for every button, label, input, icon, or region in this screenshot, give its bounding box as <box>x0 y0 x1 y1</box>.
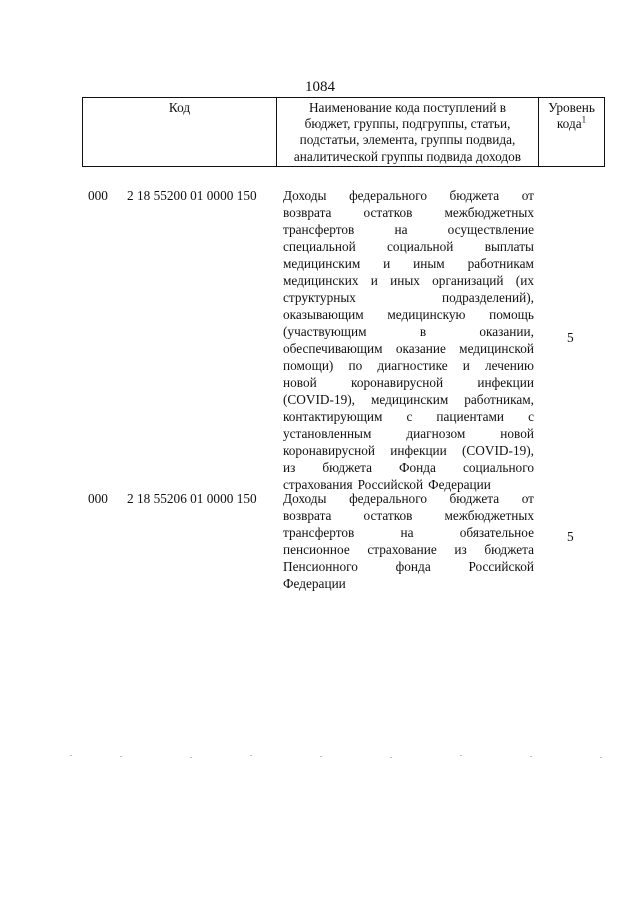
word: новой <box>500 426 534 441</box>
word: Доходы <box>283 188 327 203</box>
word: из <box>454 542 467 557</box>
speck <box>250 755 252 756</box>
word: организаций <box>432 273 504 288</box>
word: возврата <box>283 205 332 220</box>
table-header <box>82 97 605 167</box>
row-code: 2 18 55200 01 0000 150 <box>127 188 257 203</box>
word: медицинскую <box>387 307 466 322</box>
word: страхования <box>283 477 353 492</box>
word: оказании, <box>479 324 534 339</box>
word: работникам <box>467 256 534 271</box>
word: из <box>283 460 296 475</box>
row-name-line <box>283 459 534 476</box>
header-level <box>539 98 605 167</box>
word: от <box>521 188 534 203</box>
word: медицинской <box>459 341 534 356</box>
row-name-line <box>283 255 534 272</box>
header-code: Код <box>83 98 277 167</box>
word: медицинским <box>371 392 449 407</box>
row-prefix: 000 <box>88 491 108 506</box>
word: иных <box>390 273 420 288</box>
word: диагнозом <box>406 426 466 441</box>
row-name-line <box>283 357 534 374</box>
word: и <box>462 358 470 373</box>
word: от <box>521 491 534 506</box>
speck <box>70 755 72 756</box>
word: страхование <box>367 542 437 557</box>
word: инфекции <box>477 375 534 390</box>
row-name-line <box>283 306 534 323</box>
row-name-line <box>283 408 534 425</box>
word: помощи) <box>283 358 334 373</box>
word: (их <box>515 273 534 288</box>
word: оказание <box>395 341 446 356</box>
word: на <box>400 525 414 540</box>
word: межбюджетных <box>444 205 534 220</box>
word: коронавирусной <box>283 443 376 458</box>
row-name-line <box>283 187 534 204</box>
row-name-line <box>283 490 534 507</box>
word: медицинским <box>283 256 361 271</box>
word: установленным <box>283 426 372 441</box>
header-level-word: кода <box>556 116 582 132</box>
word: социального <box>462 460 534 475</box>
row-name-line <box>283 221 534 238</box>
word: Российской <box>357 477 424 492</box>
row-name-line <box>283 323 534 340</box>
row-name-line <box>283 289 534 306</box>
word: межбюджетных <box>444 508 534 523</box>
row-name-line <box>283 204 534 221</box>
word: бюджета <box>322 460 372 475</box>
word: возврата <box>283 508 332 523</box>
word: Федерации <box>428 477 491 492</box>
speck <box>120 756 122 757</box>
row-level: 5 <box>567 529 574 544</box>
word: бюджета <box>484 542 534 557</box>
word: инфекции <box>390 443 447 458</box>
header-name-line: подстатьи, элемента, группы подвида, <box>299 132 516 148</box>
row-level: 5 <box>567 330 574 345</box>
word: трансфертов <box>283 222 355 237</box>
header-name-line: аналитической группы подвида доходов <box>293 148 522 164</box>
row-name-line <box>283 575 534 592</box>
word: фонда <box>395 559 431 574</box>
word: Доходы <box>283 491 327 506</box>
speck <box>460 755 462 756</box>
word: Фонда <box>398 460 436 475</box>
word: пациентами <box>436 409 505 424</box>
word: Пенсионного <box>283 559 358 574</box>
word: (COVID-19), <box>283 392 356 407</box>
word: обеспечивающим <box>283 341 383 356</box>
word: по <box>348 358 363 373</box>
word: трансфертов <box>283 525 355 540</box>
row-name-line <box>283 558 534 575</box>
speck <box>600 757 602 758</box>
word: Федерации <box>283 576 346 591</box>
scan-noise <box>60 755 620 761</box>
word: и <box>383 256 391 271</box>
header-level-line <box>542 116 601 132</box>
word: подразделений), <box>441 290 534 305</box>
row-name-line <box>283 425 534 442</box>
speck <box>530 756 532 757</box>
word: на <box>394 222 408 237</box>
word: с <box>406 409 413 424</box>
word: остатков <box>363 508 413 523</box>
word: бюджета <box>449 491 500 506</box>
word: диагностике <box>377 358 448 373</box>
word: федерального <box>349 491 427 506</box>
word: лечению <box>485 358 534 373</box>
row-prefix: 000 <box>88 188 108 203</box>
row-name-line <box>283 272 534 289</box>
word: коронавирусной <box>351 375 444 390</box>
word: медицинских <box>283 273 359 288</box>
word: с <box>528 409 534 424</box>
header-name-line: Наименование кода поступлений в <box>308 100 507 115</box>
row-name <box>283 490 534 592</box>
speck <box>390 757 392 758</box>
word: помощь <box>489 307 534 322</box>
word: (COVID-19), <box>461 443 534 458</box>
row-name-line <box>283 340 534 357</box>
word: в <box>419 324 427 339</box>
page-number: 1084 <box>305 79 335 95</box>
word: и <box>370 273 378 288</box>
footnote-marker: 1 <box>581 114 587 125</box>
word: социальной <box>387 239 454 254</box>
header-name-line: бюджет, группы, подгруппы, статьи, <box>304 116 511 132</box>
row-name-line <box>283 442 534 459</box>
word: федерального <box>349 188 427 203</box>
speck <box>320 756 322 757</box>
header-name <box>277 98 539 167</box>
header-level-line: Уровень <box>548 100 595 115</box>
row-name-line <box>283 541 534 558</box>
word: пенсионное <box>283 542 350 557</box>
word: (участвующим <box>283 324 367 339</box>
speck <box>190 757 192 758</box>
word: иным <box>413 256 445 271</box>
word: осуществление <box>447 222 534 237</box>
word: остатков <box>363 205 413 220</box>
word: обязательное <box>459 525 534 540</box>
row-name-line <box>283 524 534 541</box>
row-name-line <box>283 391 534 408</box>
row-name-line <box>283 507 534 524</box>
row-name <box>283 187 534 493</box>
row-name-line <box>283 374 534 391</box>
word: Российской <box>468 559 534 574</box>
word: специальной <box>283 239 356 254</box>
word: бюджета <box>449 188 500 203</box>
word: структурных <box>283 290 356 305</box>
word: работникам, <box>464 392 534 407</box>
word: новой <box>283 375 317 390</box>
word: оказывающим <box>283 307 364 322</box>
row-name-line <box>283 238 534 255</box>
row-code: 2 18 55206 01 0000 150 <box>127 491 257 506</box>
word: контактирующим <box>283 409 383 424</box>
word: выплаты <box>484 239 534 254</box>
